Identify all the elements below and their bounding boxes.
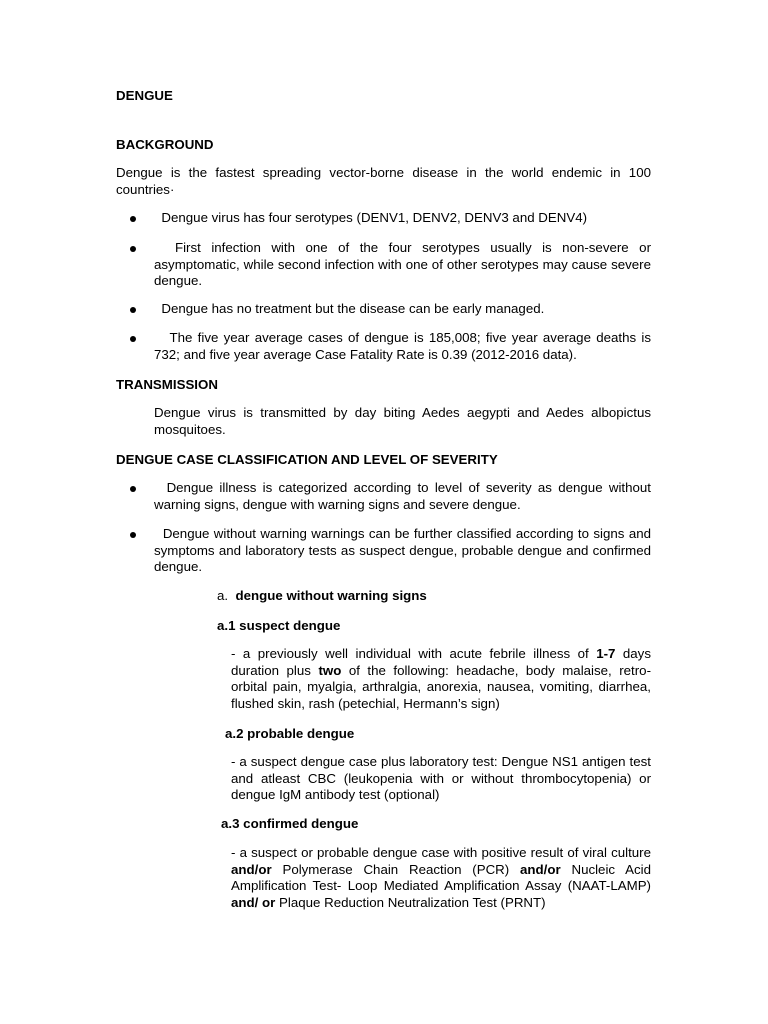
- background-bullet-2: First infection with one of the four serotypes usually is non-severe or asymptomatic, while second infection with one of other serotypes may cause severe dengue.: [154, 240, 651, 289]
- list-item-a: [217, 588, 427, 605]
- background-bullet-4: The five year average cases of dengue is 185,008; five year average deaths is 732; and five year average Case Fatality Rate is 0.39 (2012-2016 data).: [154, 330, 651, 362]
- classification-bullet-1: Dengue illness is categorized according to level of severity as dengue without warning signs, dengue with warning signs and severe dengue.: [154, 480, 651, 512]
- document-title: DENGUE: [116, 88, 173, 103]
- list-item-a-label: dengue without warning signs: [235, 588, 427, 603]
- background-bullet-3: Dengue has no treatment but the disease can be early managed.: [161, 301, 545, 316]
- bullet-icon: [130, 216, 136, 222]
- list-marker: a.: [217, 588, 229, 603]
- subheading-a1: a.1 suspect dengue: [217, 618, 341, 633]
- section-heading-background: BACKGROUND: [116, 137, 214, 152]
- background-bullet-1: Dengue virus has four serotypes (DENV1, DENV2, DENV3 and DENV4): [161, 210, 588, 225]
- section-heading-transmission: TRANSMISSION: [116, 377, 218, 392]
- a1-text: - a previously well individual with acute febrile illness of 1-7 days duration plus two of the following: headache, body malaise, retro-orbital pain, myalgia, arthralgia, anorexia, nausea, vomiting, diarrhea, flushed skin, rash (petechial, Hermann’s sign): [231, 646, 652, 711]
- bullet-icon: [130, 246, 136, 252]
- bullet-icon: [130, 307, 136, 313]
- transmission-text: Dengue virus is transmitted by day biting Aedes aegypti and Aedes albopictus mosquitoes.: [154, 405, 651, 437]
- subheading-a2: a.2 probable dengue: [225, 726, 355, 741]
- bullet-icon: [130, 486, 136, 492]
- subheading-a3: a.3 confirmed dengue: [221, 816, 359, 831]
- section-heading-classification: DENGUE CASE CLASSIFICATION AND LEVEL OF SEVERITY: [116, 452, 498, 467]
- a3-text: - a suspect or probable dengue case with positive result of viral culture and/or Polymerase Chain Reaction (PCR) and/or Nucleic Acid Amplification Test- Loop Mediated Amplification Assay (NAAT-LAMP) and/ or Plaque Reduction Neutralization Test (PRNT): [231, 845, 651, 910]
- bullet-icon: [130, 532, 136, 538]
- bullet-icon: [130, 336, 136, 342]
- classification-bullet-2: Dengue without warning warnings can be further classified according to signs and symptoms and laboratory tests as suspect dengue, probable dengue and confirmed dengue.: [154, 526, 652, 575]
- background-intro: Dengue is the fastest spreading vector-borne disease in the world endemic in 100 countries·: [116, 165, 651, 197]
- a2-text: - a suspect dengue case plus laboratory test: Dengue NS1 antigen test and atleast CBC (leukopenia with or without thrombocytopenia) or dengue IgM antibody test (optional): [231, 754, 651, 803]
